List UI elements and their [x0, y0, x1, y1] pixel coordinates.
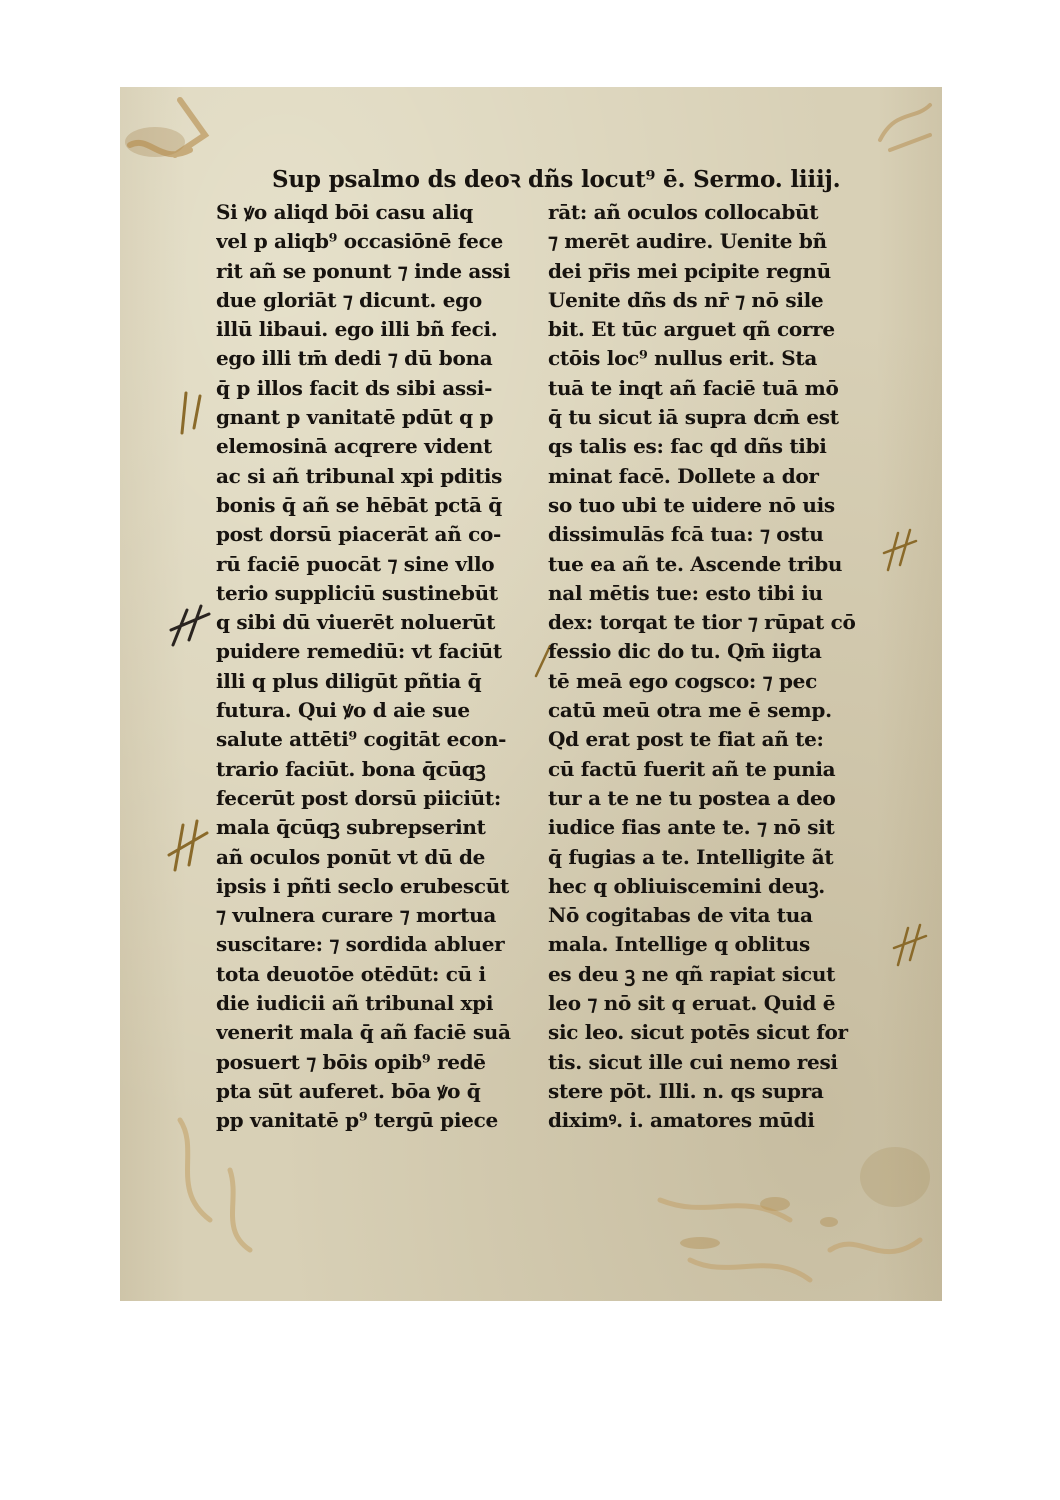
right-column-line: Nō cogitabas de vita tua — [548, 903, 813, 928]
right-column-line: mala. Intellige q oblitus — [548, 932, 810, 957]
left-column-line: gnant p vanitatē pdūt q p — [216, 405, 494, 430]
left-column-line: posuert ⁊ bōis opib⁹ redē — [216, 1049, 486, 1074]
right-column-line: ⁊ merēt audire. Uenite bñ — [548, 229, 827, 254]
right-column-line: iudice fias ante te. ⁊ nō sit — [548, 815, 835, 840]
right-column-line: q̄ fugias a te. Intelligite ãt — [548, 844, 834, 869]
marginal-scribble-top-right — [870, 100, 940, 160]
right-column-line: tuā te inqt añ faciē tuā mō — [548, 375, 839, 400]
right-column-line: ctōis loc⁹ nullus erit. Sta — [548, 346, 818, 371]
left-column-line: die iudicii añ tribunal xpi — [216, 991, 494, 1016]
left-column-line: puidere remediū: vt faciūt — [216, 639, 502, 664]
right-column-line: bit. Et tūc arguet qñ corre — [548, 317, 835, 342]
right-column-line: Uenite dñs ds nr̄ ⁊ nō sile — [548, 287, 824, 312]
left-column-line: venerit mala q̄ añ faciē suā — [216, 1020, 511, 1045]
left-column-line: ego illi tm̄ dedi ⁊ dū bona — [216, 346, 493, 371]
left-column-line: futura. Qui ꝟo d aie sue — [216, 698, 470, 723]
left-column-line: ipsis i pñti seclo erubescūt — [216, 873, 509, 898]
left-column-line: vel p aliqb⁹ occasiōnē fece — [216, 229, 503, 254]
right-column-line: nal mētis tue: esto tibi iu — [548, 580, 823, 605]
left-column-line: illū libaui. ego illi bñ feci. — [216, 317, 498, 342]
left-column-line: bonis q̄ añ se hēbāt pctā q̄ — [216, 492, 502, 517]
right-column-line: minat facē. Dollete a dor — [548, 463, 819, 488]
right-column-line: rāt: añ oculos collocabūt — [548, 200, 819, 224]
right-column-line: Qd erat post te fiat añ te: — [548, 727, 824, 752]
right-column-line: dissimulās fcā tua: ⁊ ostu — [548, 522, 824, 547]
marginal-hand-mark-4 — [880, 525, 920, 575]
left-column-line: ac si añ tribunal xpi pditis — [216, 463, 503, 488]
marginal-hand-mark-2 — [165, 600, 215, 650]
left-column-line: q̄ p illos facit ds sibi assi- — [216, 375, 493, 400]
right-column-line: diximꝰ. i. amatores mūdi — [548, 1108, 815, 1133]
marginal-scribble-top-left — [120, 95, 230, 175]
right-column-line: so tuo ubi te uidere nō uis — [548, 492, 835, 517]
left-column-line: terio suppliciū sustinebūt — [216, 580, 498, 605]
left-column-line: salute attēti⁹ cogitāt econ- — [216, 727, 507, 752]
left-column-line: tota deuotōe otēdūt: cū i — [216, 961, 486, 986]
left-column-line: post dorsū piacerāt añ co- — [216, 522, 502, 547]
right-column-line: cū factū fuerit añ te punia — [548, 756, 836, 781]
right-column-line: qs talis es: fac qd dñs tibi — [548, 434, 827, 459]
left-column-line: Si ꝟo aliqd bōi casu aliq — [216, 200, 473, 224]
right-column-line: tue ea añ te. Ascende tribu — [548, 551, 843, 576]
right-column-line: es deu ꝫ ne qñ rapiat sicut — [548, 961, 836, 986]
left-column-line: trario faciūt. bona q̄cūqꝫ — [216, 756, 486, 781]
right-column-line: dex: torqat te tior ⁊ rūpat cō — [548, 610, 856, 635]
right-column-line: catū meū otra me ē semp. — [548, 698, 832, 723]
left-text-column — [216, 198, 532, 1136]
left-column-line: rū faciē puocāt ⁊ sine vllo — [216, 551, 495, 576]
left-column-line: illi q plus diligūt pñtia q̄ — [216, 668, 482, 693]
left-column-line: rit añ se ponunt ⁊ inde assi — [216, 258, 511, 283]
right-column-line: sic leo. sicut potēs sicut for — [548, 1020, 848, 1045]
left-column-line: due gloriāt ⁊ dicunt. ego — [216, 287, 482, 312]
left-column-line: mala q̄cūqꝫ subrepserint — [216, 815, 486, 840]
right-column-line: dei pr̄is mei pcipite regnū — [548, 258, 831, 283]
right-column-line: tis. sicut ille cui nemo resi — [548, 1049, 838, 1074]
right-column-line: tur a te ne tu postea a deo — [548, 785, 836, 810]
marginal-hand-mark-3 — [165, 815, 210, 875]
running-header: Sup psalmo ds deoꝛ dñs locut⁹ ē. Sermo. liiij. — [272, 166, 841, 193]
right-text-column — [548, 198, 870, 1136]
right-column-line: tē meā ego cogsco: ⁊ pec — [548, 668, 817, 693]
marginal-hand-mark-5 — [890, 920, 930, 970]
left-column-line: q sibi dū viuerēt noluerūt — [216, 610, 496, 635]
left-column-line: añ oculos ponūt vt dū de — [216, 844, 486, 869]
left-column-line: ⁊ vulnera curare ⁊ mortua — [216, 903, 497, 928]
right-column-line: stere pōt. Illi. n. qs supra — [548, 1078, 824, 1103]
left-column-line: fecerūt post dorsū piiciūt: — [216, 785, 501, 810]
left-column-line: suscitare: ⁊ sordida abluer — [216, 932, 505, 957]
left-column-line: pta sūt auferet. bōa ꝟo q̄ — [216, 1078, 481, 1103]
marginal-scribble-bottom-right — [650, 1180, 930, 1290]
right-column-line: leo ⁊ nō sit q eruat. Quid ē — [548, 991, 836, 1016]
right-column-line: q̄ tu sicut iā supra dcm̄ est — [548, 405, 839, 430]
marginal-hand-mark-1 — [172, 388, 208, 438]
left-column-line: elemosinā acqrere vident — [216, 434, 492, 459]
right-column-line: hec q obliuiscemini deuꝫ. — [548, 873, 825, 898]
left-column-line: pp vanitatē p⁹ tergū piece — [216, 1108, 498, 1133]
right-column-line: fessio dic do tu. Qm̄ iigta — [548, 639, 822, 664]
